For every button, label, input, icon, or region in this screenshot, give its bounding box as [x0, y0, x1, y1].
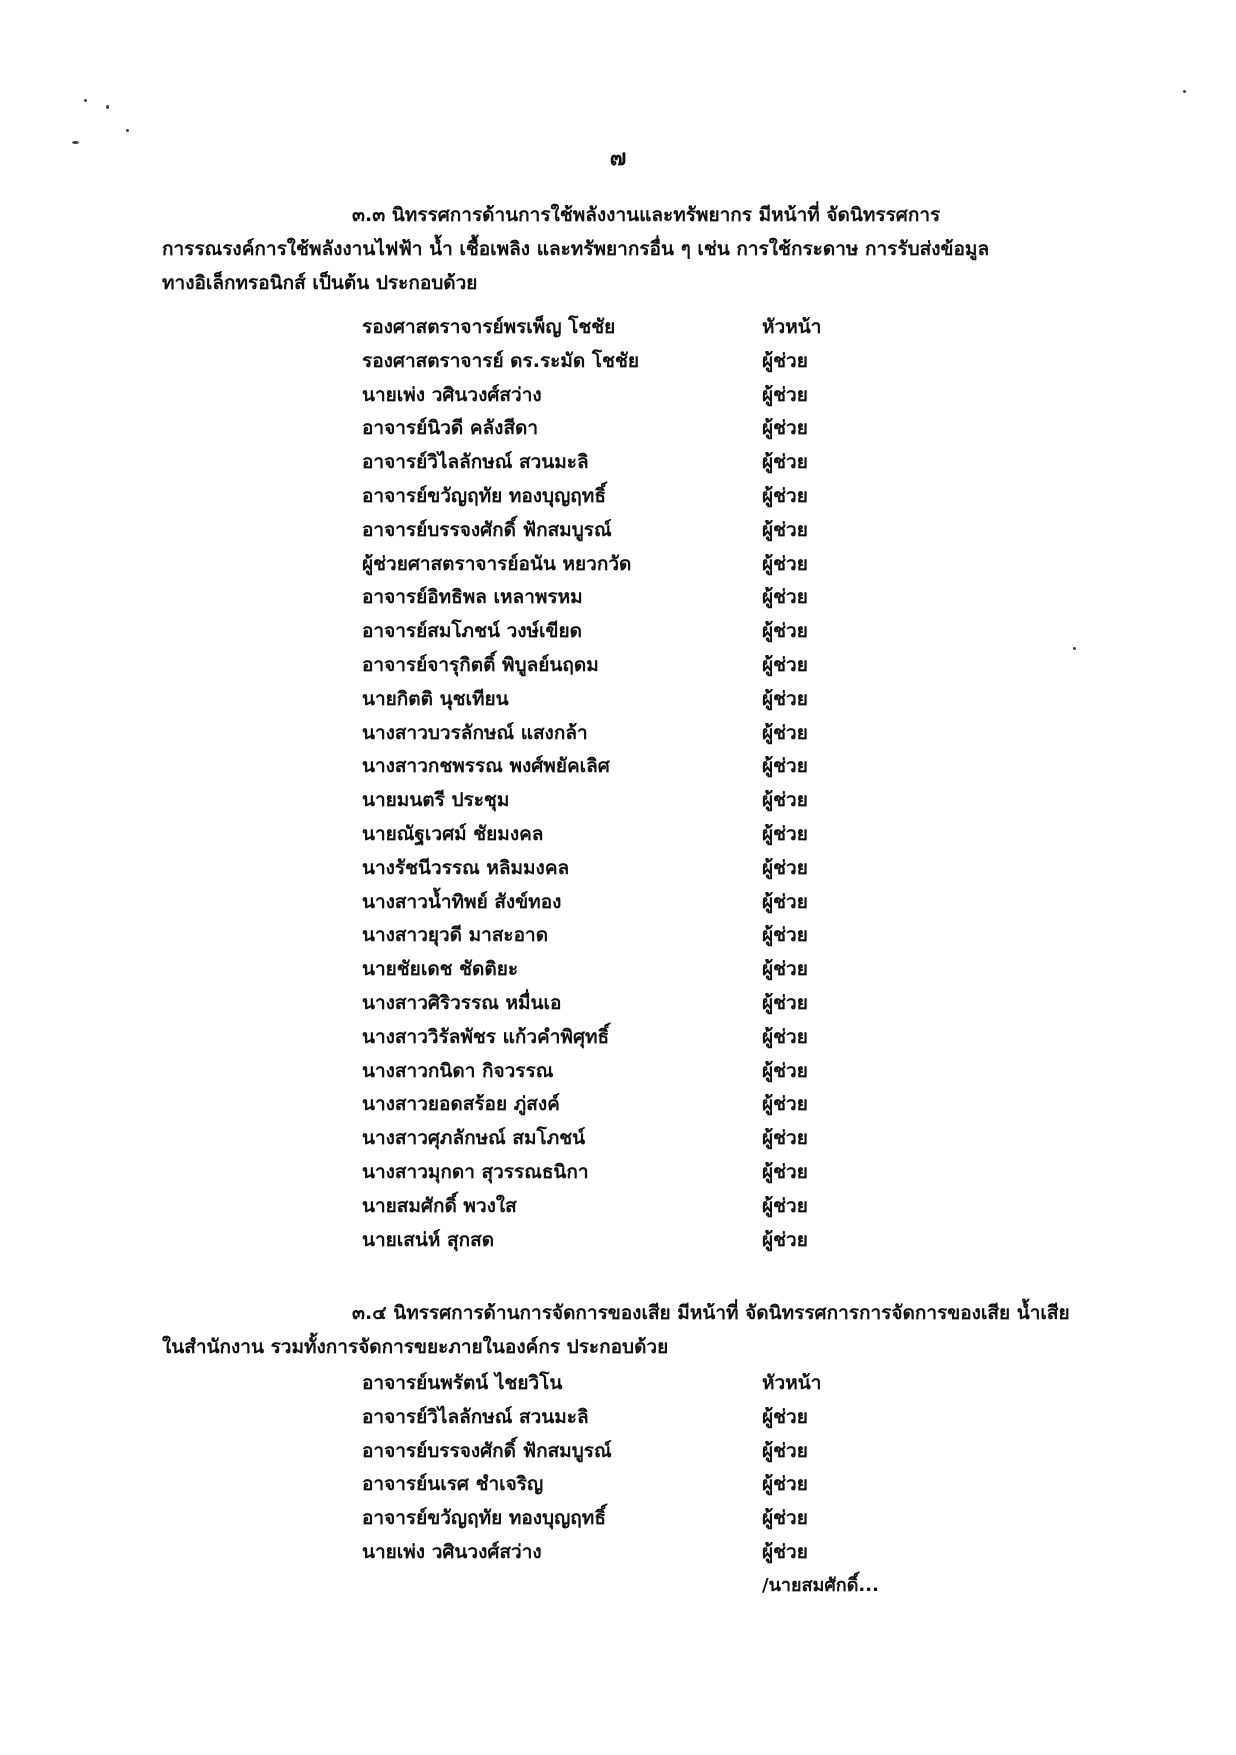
member-name: นางสาวยอดสร้อย ภู่สงค์: [362, 1093, 560, 1116]
member-row: [362, 987, 862, 1021]
member-role: ผู้ช่วย: [762, 890, 808, 913]
member-role: ผู้ช่วย: [762, 1439, 808, 1462]
member-row: [362, 886, 862, 920]
member-role: ผู้ช่วย: [762, 383, 808, 406]
heading-line: ๓.๔ นิทรรศการด้านการจัดการของเสีย มีหน้าที่ จัดนิทรรศการการจัดการของเสีย น้ำเสีย: [352, 1302, 1070, 1324]
member-role: ผู้ช่วย: [762, 586, 808, 609]
member-name: อาจารย์วิไลลักษณ์ สวนมะลิ: [362, 451, 589, 474]
member-name: อาจารย์นพรัตน์ ไชยวิโน: [362, 1372, 563, 1394]
member-name: นางสาวศุภลักษณ์ สมโภชน์: [362, 1127, 586, 1150]
member-row: [362, 1502, 862, 1536]
member-role: ผู้ช่วย: [762, 1025, 808, 1048]
member-name: นางสาวมุกดา สุวรรณธนิกา: [362, 1160, 589, 1183]
member-row: [362, 379, 862, 413]
heading-line: การรณรงค์การใช้พลังงานไฟฟ้า น้ำ เชื้อเพลิง และทรัพยากรอื่น ๆ เช่น การใช้กระดาษ การรับส่งข้อมูล: [162, 238, 990, 260]
heading-line: ในสำนักงาน รวมทั้งการจัดการขยะภายในองค์กร ประกอบด้วย: [162, 1336, 669, 1358]
member-role: ผู้ช่วย: [762, 1540, 808, 1563]
member-name: นายชัยเดช ชัดติยะ: [362, 958, 519, 981]
member-name: อาจารย์จารุกิตติ์ พิบูลย์นฤดม: [362, 653, 599, 676]
member-name: นายเสน่ห์ สุกสด: [362, 1228, 495, 1251]
member-role: ผู้ช่วย: [762, 417, 808, 440]
member-row: [362, 953, 862, 987]
member-name: อาจารย์สมโภชน์ วงษ์เขียด: [362, 620, 582, 643]
member-name: อาจารย์วิไลลักษณ์ สวนมะลิ: [362, 1405, 589, 1428]
member-row: [362, 852, 862, 886]
member-name: อาจารย์นิวดี คลังสีดา: [362, 417, 539, 440]
member-role: ผู้ช่วย: [762, 924, 808, 947]
member-row: [362, 615, 862, 649]
page-number: ๗: [609, 146, 627, 171]
member-name: รองศาสตราจารย์ ดร.ระมัด โชชัย: [362, 349, 639, 372]
member-role: ผู้ช่วย: [762, 1405, 808, 1428]
member-role: ผู้ช่วย: [762, 1160, 808, 1183]
scan-speck: [1073, 647, 1076, 650]
member-row: [362, 581, 862, 615]
heading-line: ๓.๓ นิทรรศการด้านการใช้พลังงานและทรัพยากร มีหน้าที่ จัดนิทรรศการ: [352, 204, 941, 226]
member-row: [362, 1088, 862, 1122]
member-role: ผู้ช่วย: [762, 349, 808, 372]
member-row: [362, 750, 862, 784]
member-name: อาจารย์ขวัญฤทัย ทองบุญฤทธิ์: [362, 1507, 606, 1530]
member-row: [362, 818, 862, 852]
member-row: [362, 1055, 862, 1089]
member-role: ผู้ช่วย: [762, 822, 808, 845]
section-heading-waste: [162, 1296, 1070, 1364]
member-row: [362, 649, 862, 683]
heading-line: ทางอิเล็กทรอนิกส์ เป็นต้น ประกอบด้วย: [162, 272, 478, 294]
member-name: ผู้ช่วยศาสตราจารย์อนัน หยวกวัด: [362, 552, 632, 575]
member-role: ผู้ช่วย: [762, 1093, 808, 1116]
member-role: ผู้ช่วย: [762, 1228, 808, 1251]
member-row: [362, 1401, 862, 1435]
member-role: ผู้ช่วย: [762, 958, 808, 981]
member-name: นางสาวกชพรรณ พงศ์พยัคเลิศ: [362, 755, 610, 778]
member-row: [362, 1224, 862, 1258]
member-row: [362, 784, 862, 818]
member-row: [362, 1021, 862, 1055]
member-row: [362, 446, 862, 480]
member-name: นายณัฐเวศม์ ชัยมงคล: [362, 822, 544, 845]
scan-speck: [1183, 90, 1186, 93]
member-list-waste: [362, 1367, 862, 1570]
member-name: รองศาสตราจารย์พรเพ็ญ โชชัย: [362, 316, 616, 338]
member-name: นางสาววิรัลพัชร แก้วคำพิศุทธิ์: [362, 1025, 610, 1048]
member-role: หัวหน้า: [762, 1372, 822, 1394]
member-name: อาจารย์อิทธิพล เหลาพรหม: [362, 586, 583, 609]
member-name: นายเพ่ง วศินวงศ์สว่าง: [362, 1540, 542, 1563]
member-row: [362, 1367, 862, 1401]
member-role: ผู้ช่วย: [762, 552, 808, 575]
member-role: ผู้ช่วย: [762, 687, 808, 710]
scan-speck: [72, 141, 79, 144]
member-role: ผู้ช่วย: [762, 451, 808, 474]
member-name: อาจารย์ขวัญฤทัย ทองบุญฤทธิ์: [362, 484, 606, 507]
member-role: ผู้ช่วย: [762, 484, 808, 507]
member-name: นายเพ่ง วศินวงศ์สว่าง: [362, 383, 542, 406]
member-list-energy: [362, 311, 862, 1257]
member-role: ผู้ช่วย: [762, 721, 808, 744]
member-row: [362, 480, 862, 514]
member-row: [362, 345, 862, 379]
member-row: [362, 683, 862, 717]
member-role: ผู้ช่วย: [762, 653, 808, 676]
member-row: [362, 717, 862, 751]
member-row: [362, 412, 862, 446]
member-role: ผู้ช่วย: [762, 1473, 808, 1496]
scan-speck: [106, 105, 109, 109]
member-row: [362, 1435, 862, 1469]
member-name: นางสาวกนิดา กิจวรรณ: [362, 1059, 554, 1082]
member-name: นายกิตติ นุชเทียน: [362, 687, 509, 710]
member-role: ผู้ช่วย: [762, 1194, 808, 1217]
member-name: นางสาวน้ำทิพย์ สังข์ทอง: [362, 890, 562, 913]
member-role: ผู้ช่วย: [762, 789, 808, 812]
member-name: นางสาวบวรลักษณ์ แสงกล้า: [362, 721, 588, 744]
member-name: อาจารย์บรรจงศักดิ์ ฟักสมบูรณ์: [362, 518, 612, 541]
member-row: [362, 548, 862, 582]
member-name: นางรัชนีวรรณ หลิมมงคล: [362, 856, 570, 879]
member-role: ผู้ช่วย: [762, 518, 808, 541]
member-role: ผู้ช่วย: [762, 991, 808, 1014]
member-row: [362, 1536, 862, 1570]
member-role: ผู้ช่วย: [762, 1059, 808, 1082]
member-role: ผู้ช่วย: [762, 755, 808, 778]
member-role: หัวหน้า: [762, 316, 822, 338]
member-row: [362, 1156, 862, 1190]
member-row: [362, 1122, 862, 1156]
member-name: อาจารย์บรรจงศักดิ์ ฟักสมบูรณ์: [362, 1439, 612, 1462]
scan-speck: [84, 99, 87, 102]
member-role: ผู้ช่วย: [762, 1127, 808, 1150]
member-name: นางสาวศิริวรรณ หมื่นเอ: [362, 991, 562, 1014]
member-role: ผู้ช่วย: [762, 620, 808, 643]
member-name: นางสาวยุวดี มาสะอาด: [362, 924, 549, 947]
member-row: [362, 1468, 862, 1502]
member-row: [362, 919, 862, 953]
member-row: [362, 514, 862, 548]
member-role: ผู้ช่วย: [762, 856, 808, 879]
member-name: นายสมศักดิ์ พวงใส: [362, 1194, 517, 1217]
continuation-note: /นายสมศักดิ์...: [762, 1575, 879, 1596]
member-row: [362, 1190, 862, 1224]
scan-speck: [126, 129, 129, 132]
member-name: นายมนตรี ประชุม: [362, 789, 510, 812]
member-role: ผู้ช่วย: [762, 1507, 808, 1530]
section-heading-energy: [162, 198, 1062, 300]
member-name: อาจารย์นเรศ ชำเจริญ: [362, 1473, 544, 1496]
member-row: [362, 311, 862, 345]
